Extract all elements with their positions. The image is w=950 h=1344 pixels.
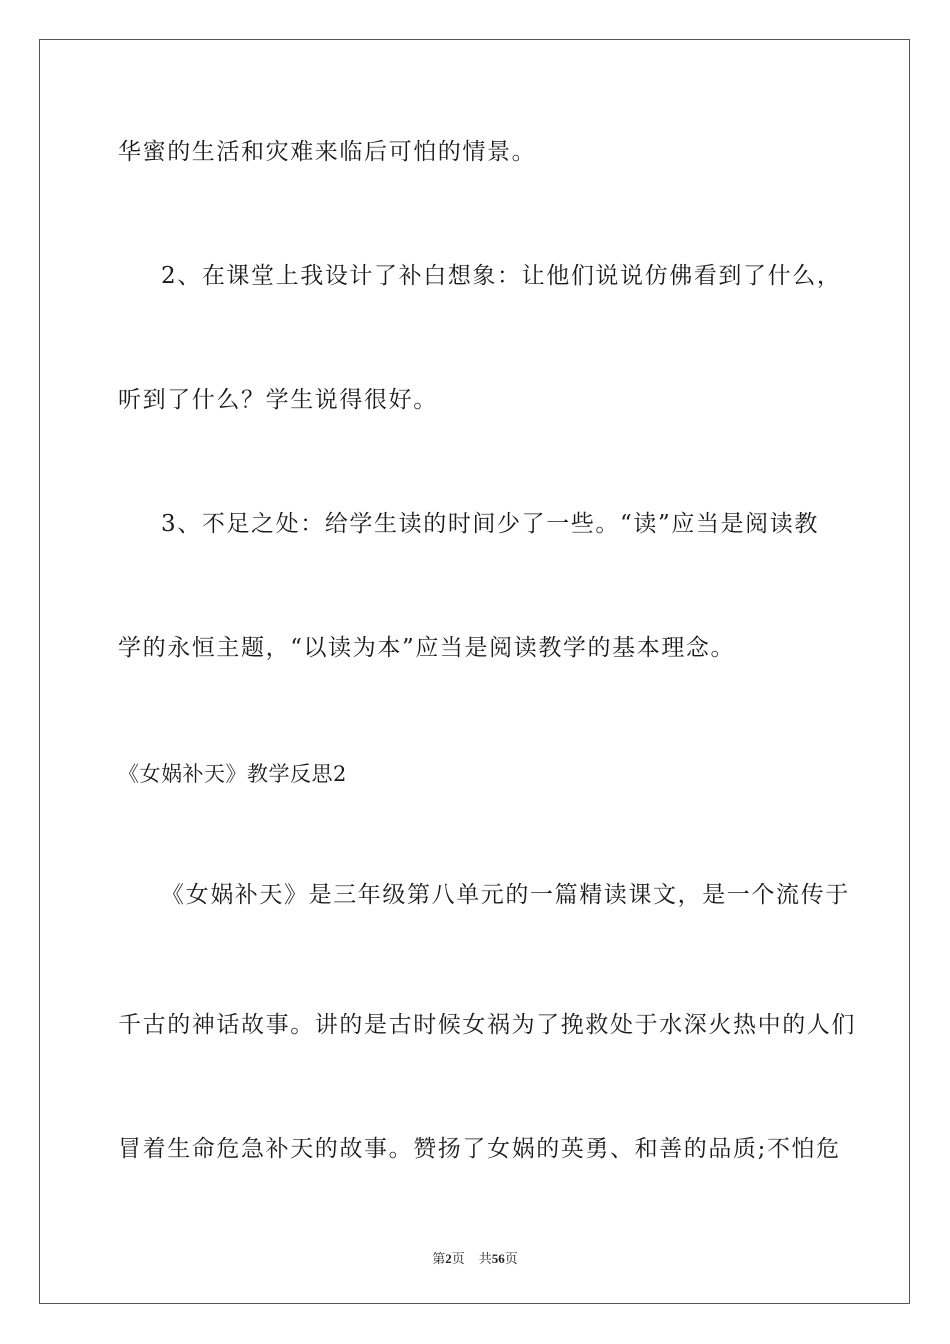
text-line-1: 华蜜的生活和灾难来临后可怕的情景。 xyxy=(118,139,537,165)
text-line-5: 学的永恒主题，“以读为本”应当是阅读教学的基本理念。 xyxy=(118,635,736,661)
footer-page-suffix: 页 xyxy=(451,1251,465,1266)
footer-total-prefix: 共 xyxy=(478,1251,492,1266)
footer-prefix: 第 xyxy=(432,1251,446,1266)
footer-page-number: 2 xyxy=(445,1251,452,1266)
text-line-8: 冒着生命危急补天的故事。赞扬了女娲的英勇、和善的品质;不怕危 xyxy=(118,1136,841,1162)
section-heading: 《女娲补天》教学反思2 xyxy=(118,762,347,786)
text-line-3: 听到了什么？学生说得很好。 xyxy=(118,387,438,413)
page-footer xyxy=(0,1248,950,1267)
page-border xyxy=(39,39,910,1304)
text-line-4: 3、不足之处：给学生读的时间少了一些。“读”应当是阅读教 xyxy=(161,511,819,537)
footer-total-suffix: 页 xyxy=(504,1251,518,1266)
footer-total-pages: 56 xyxy=(491,1251,505,1266)
text-line-2: 2、在课堂上我设计了补白想象：让他们说说仿佛看到了什么， xyxy=(161,263,842,289)
text-line-6: 《女娲补天》是三年级第八单元的一篇精读课文，是一个流传于 xyxy=(161,882,850,908)
text-line-7: 千古的神话故事。讲的是古时候女祸为了挽救处于水深火热中的人们 xyxy=(118,1012,856,1038)
